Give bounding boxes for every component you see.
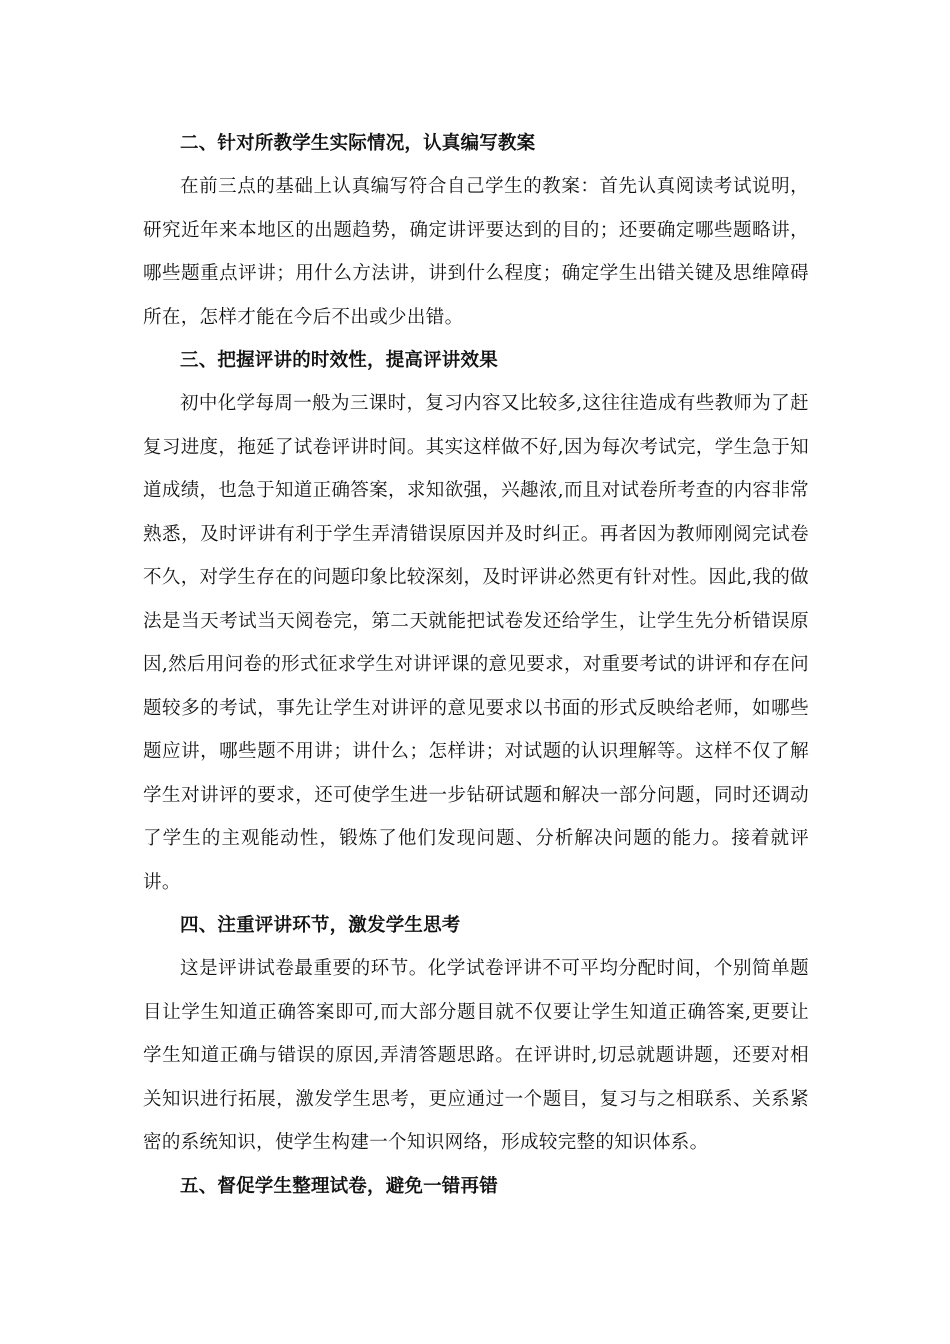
section-paragraph-2: 在前三点的基础上认真编写符合自己学生的教案：首先认真阅读考试说明，研究近年来本地区的出题趋势，确定讲评要达到的目的；还要确定哪些题略讲，哪些题重点评讲；用什么方法讲，讲到什么程度；确定学生出错关键及思维障碍所在，怎样才能在今后不出或少出错。 [143,176,809,328]
section-heading-3: 三、把握评讲的时效性，提高评讲效果 [180,350,498,371]
section-heading-4: 四、注重评讲环节，激发学生思考 [180,915,461,936]
section-heading-5: 五、督促学生整理试卷，避免一错再错 [180,1175,498,1197]
section-heading-2: 二、针对所教学生实际情况，认真编写教案 [180,133,536,154]
section-paragraph-3: 初中化学每周一般为三课时，复习内容又比较多,这往往造成有些教师为了赶复习进度，拖延了试卷评讲时间。其实这样做不好,因为每次考试完，学生急于知道成绩，也急于知道正确答案，求知欲强，兴趣浓,而且对试卷所考查的内容非常熟悉，及时评讲有利于学生弄清错误原因并及时纠正。再者因为教师刚阅完试卷不久，对学生存在的问题印象比较深刻，及时评讲必然更有针对性。因此,我的做法是当天考试当天阅卷完，第二天就能把试卷发还给学生，让学生先分析错误原因,然后用问卷的形式征求学生对讲评课的意见要求，对重要考试的讲评和存在问题较多的考试，事先让学生对讲评的意见要求以书面的形式反映给老师，如哪些题应讲，哪些题不用讲；讲什么；怎样讲；对试题的认识理解等。这样不仅了解学生对讲评的要求，还可使学生进一步钻研试题和解决一部分问题，同时还调动了学生的主观能动性，锻炼了他们发现问题、分析解决问题的能力。接着就评讲。 [143,393,809,893]
section-paragraph-4: 这是评讲试卷最重要的环节。化学试卷评讲不可平均分配时间，个别简单题目让学生知道正确答案即可,而大部分题目就不仅要让学生知道正确答案,更要让学生知道正确与错误的原因,弄清答题思路。在评讲时,切忌就题讲题，还要对相关知识进行拓展，激发学生思考，更应通过一个题目，复习与之相联系、关系紧密的系统知识，使学生构建一个知识网络，形成较完整的知识体系。 [143,958,809,1153]
document-body [143,122,809,1208]
